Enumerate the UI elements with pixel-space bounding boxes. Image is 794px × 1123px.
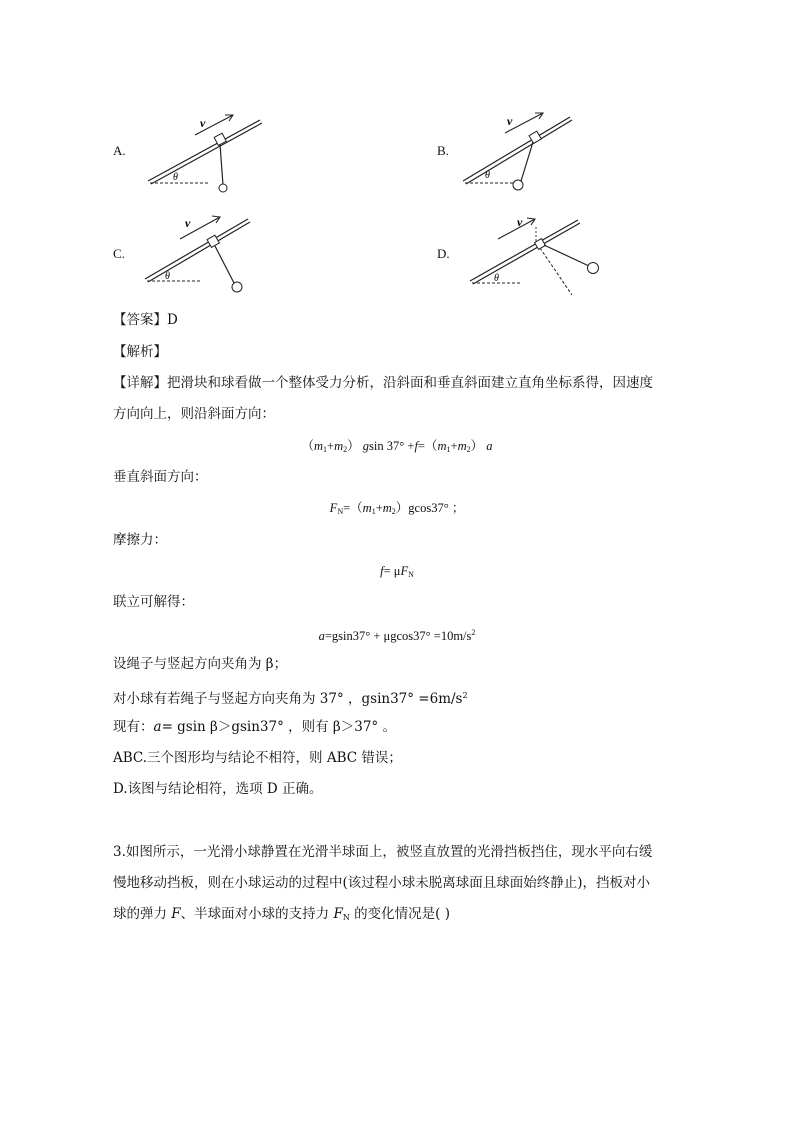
option-d-label: D. [437, 246, 450, 261]
question-3-line-1: 3.如图所示，一光滑小球静置在光滑半球面上，被竖直放置的光滑挡板挡住，现水平向右缓 [113, 844, 653, 860]
velocity-label-d: v [517, 215, 523, 229]
angle-label-c: θ [165, 271, 170, 282]
friction-label: 摩擦力： [113, 532, 167, 548]
question-3-line-3: 球的弹力 F、半球面对小球的支持力 $F_N$ 的变化情况是( ) [113, 906, 450, 922]
beta-line: 设绳子与竖起方向夹角为 β； [113, 656, 288, 672]
equation-along-slope: $(m_1+m_2)$ gsin $37^\circ +f=(m_1+m_2)$ a [301, 439, 493, 454]
now-line: 现有：a= gsin β＞gsin37° ，则有 β＞37° 。 [113, 719, 396, 735]
option-c-label: C. [113, 246, 125, 261]
option-a-label: A. [113, 143, 126, 158]
d-conclusion: D.该图与结论相符，选项 D 正确。 [113, 781, 323, 797]
velocity-label-c: v [185, 216, 191, 230]
velocity-label-a: v [200, 116, 206, 130]
detail-line-1: 【详解】把滑块和球看做一个整体受力分析，沿斜面和垂直斜面建立直角坐标系得，因速度 [113, 375, 653, 391]
option-b-label: B. [437, 143, 449, 158]
combine-label: 联立可解得： [113, 594, 194, 610]
angle-label-b: θ [485, 170, 490, 181]
abc-conclusion: ABC.三个图形均与结论不相符，则 ABC 错误； [113, 750, 402, 766]
analysis-heading: 【解析】 [113, 344, 167, 360]
angle-label-a: θ [173, 172, 178, 183]
equation-result: $a=gsin37^\circ + \mu gcos37^\circ =10m/s^2$ [318, 628, 476, 643]
figure-option-d [460, 205, 610, 300]
figure-option-c [140, 205, 275, 300]
figure-option-b [455, 105, 585, 200]
equation-friction: $f= \mu F_N$ [380, 564, 414, 579]
figure-option-a [140, 105, 270, 200]
ball-line: 对小球有若绳子与竖起方向夹角为 37° ，$gsin37^\circ =6m/s^2$ [113, 691, 468, 707]
answer-line: 【答案】D [113, 312, 178, 328]
velocity-label-b: v [507, 114, 513, 128]
perpendicular-label: 垂直斜面方向： [113, 469, 208, 485]
angle-label-d: θ [494, 273, 499, 284]
detail-line-2: 方向向上，则沿斜面方向： [113, 406, 275, 422]
equation-perpendicular: $F_N=(m_1+m_2)gcos37^\circ$ ； [329, 501, 465, 516]
question-3-line-2: 慢地移动挡板，则在小球运动的过程中(该过程小球未脱离球面且球面始终静止)，挡板对小 [113, 875, 651, 891]
